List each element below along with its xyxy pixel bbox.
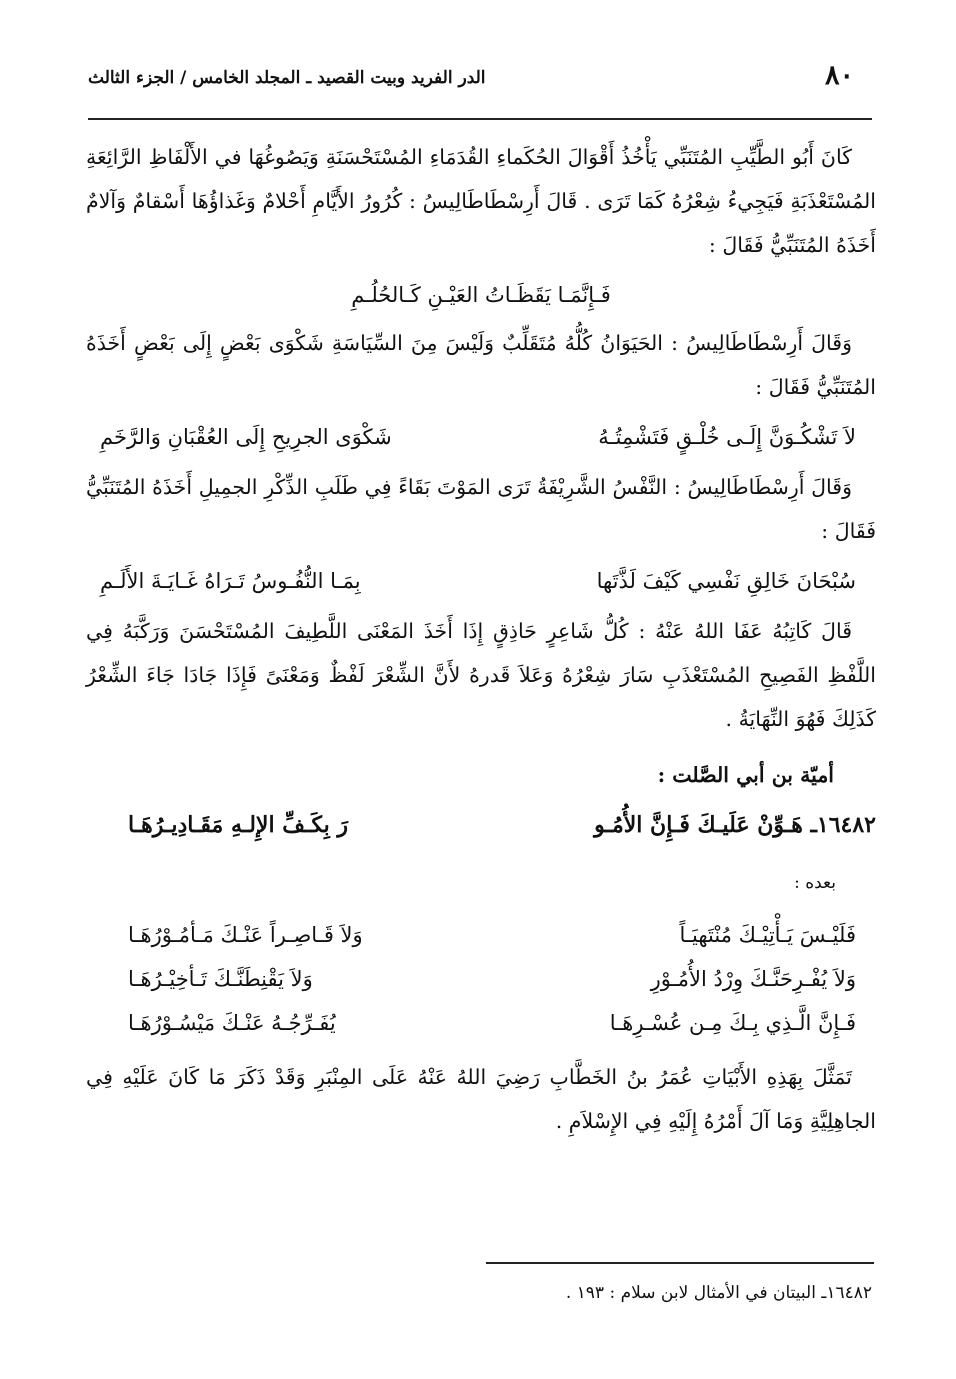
verse-1: فَـإِنَّمَـا يَقَظَـاتُ العَيْـنِ كَـالحُلُـمِ [351, 283, 611, 307]
page-header [88, 60, 870, 100]
paragraph-4: قَالَ كَاتِبُهُ عَفَا اللهُ عَنْهُ : كُلُّ شَاعِرٍ حَاذِقٍ إِذَا أَخَذَ المَعْنَى اللَّطِيفَ المُسْتَحْسَنَ وَرَكَّبَهُ فِي اللَّفْظِ الفَصِيحِ المُسْتَعْذَبِ سَارَ شِعْرُهُ وَعَلاَ قَدرهُ لأَنَّ الشِّعْرَ لَفْظٌ وَمَعْنَىً فَإِذَا جَادَا جَاءَ الشِّعْرُ كَذَلِكَ فَهُوَ النِّهَايَةُ . [86, 619, 876, 731]
after-label: بعده : [794, 873, 836, 893]
verse-3-first-hemistich: سُبْحَانَ خَالِقِ نَفْسِي كَيْفَ لَذَّتَها [596, 569, 856, 593]
poet-heading: أميّة بن أبي الصَّلت : [657, 763, 834, 787]
verse-5-second-hemistich: وَلاَ يَقْنِطَنَّـكَ تَـأخِيْـرُهَـا [128, 967, 313, 991]
main-verse-first-hemistich: ١٦٤٨٢ـ هَـوِّنْ عَلَيـكَ فَـإِنَّ الأُمُـو [594, 812, 876, 838]
page-number: ٨٠ [824, 60, 854, 91]
paragraph-1: كَانَ أَبُو الطَّيِّبِ المُتَنَبِّي يَأْخُذُ أَقْوَالَ الحُكَماءِ القُدَمَاءِ المُسْتَحْسَنَةِ وَيَصُوغُهَا في الأَلْفَاظِ الرَّائِعَةِ المُسْتَعْذَبَةِ فَيَجِيءُ شِعْرُهُ كَمَا تَرَى . قَالَ أَرِسْطَاطَالِيسُ : كُرُورُ الأَيَّامِ أَحْلامٌ وَغَذاؤُهَا أَسْقامٌ وَآلامٌ أَخَذَهُ المُتَنَبِّيُّ فَقَالَ : [86, 145, 876, 257]
verse-2 [86, 415, 876, 459]
verse-6 [86, 1001, 876, 1045]
footnote: ١٦٤٨٢ـ البيتان في الأمثال لابن سلام : ١٩٣ . [565, 1283, 872, 1303]
verse-3-second-hemistich: بِمَـا النُّفُـوسُ تَـرَاهُ غَـايَـةَ الأَلَـمِ [100, 569, 361, 593]
verse-6-second-hemistich: يُفَـرِّجُـهُ عَنْـكَ مَيْسُـوْرُهَـا [128, 1011, 336, 1035]
verse-3 [86, 559, 876, 603]
header-rule [88, 118, 872, 120]
verse-group [86, 913, 876, 1045]
paragraph-3: وَقَالَ أَرِسْطَاطَالِيسُ : النَّفْسُ الشَّرِيْفَةُ تَرَى المَوْتَ بَقَاءً فِي طَلَبِ الذِّكْرِ الجمِيلِ أَخَذَهُ المُتَنَبِّيُّ فَقَالَ : [86, 475, 876, 543]
verse-5-first-hemistich: وَلاَ يُفْـرِحَنَّـكَ وِرْدُ الأُمُـوْرِ [650, 967, 856, 991]
verse-2-first-hemistich: لاَ تَشْكُـوَنَّ إِلَـى خُلْـقٍ فَتَشْمِتُـهُ [598, 425, 856, 449]
verse-4-first-hemistich: فَلَيْـسَ يَـأْتِيْـكَ مُنْتَهيَـاً [679, 923, 856, 947]
main-verse [86, 803, 876, 847]
paragraph-2: وَقَالَ أَرِسْطَاطَالِيسُ : الحَيَوَانُ كُلُّهُ مُتَقَلِّبٌ وَلَيْسَ مِنَ السِّيَاسَةِ شَكْوَى بَعْضٍ إِلَى بَعْضٍ أَخَذَهُ المُتَنَبِّيُّ فَقَالَ : [86, 331, 876, 399]
verse-4 [86, 913, 876, 957]
footnote-rule [486, 1262, 874, 1264]
verse-4-second-hemistich: وَلاَ قَـاصِـراً عَنْـكَ مَـأمُـوْرُهَـا [128, 923, 363, 947]
verse-2-second-hemistich: شَكْوَى الجرِيحِ إِلَى العُقْبَانِ وَالرَّخَمِ [100, 425, 392, 449]
page-body [86, 135, 876, 1143]
paragraph-5: تَمَثَّلَ بِهَذِهِ الأَبْيَاتِ عُمَرُ بنُ الخَطَّابِ رَضِيَ اللهُ عَنْهُ عَلَى المِنْبَرِ وَقَدْ ذَكَرَ مَا كَانَ عَلَيْهِ فِي الجاهِلِيَّةِ وَمَا آلَ أَمْرُهُ إِلَيْهِ فِي الإِسْلاَمِ . [86, 1065, 876, 1133]
main-verse-second-hemistich: رَ بِكَـفِّ الإِلـهِ مَقَـادِيـرُهَـا [128, 812, 349, 838]
verse-6-first-hemistich: فَـإِنَّ الَّـذِي بِـكَ مِـن عُسْـرِهَـا [609, 1011, 856, 1035]
running-title: الدر الفريد وبيت القصيد ـ المجلد الخامس / الجزء الثالث [88, 68, 486, 88]
verse-5 [86, 957, 876, 1001]
